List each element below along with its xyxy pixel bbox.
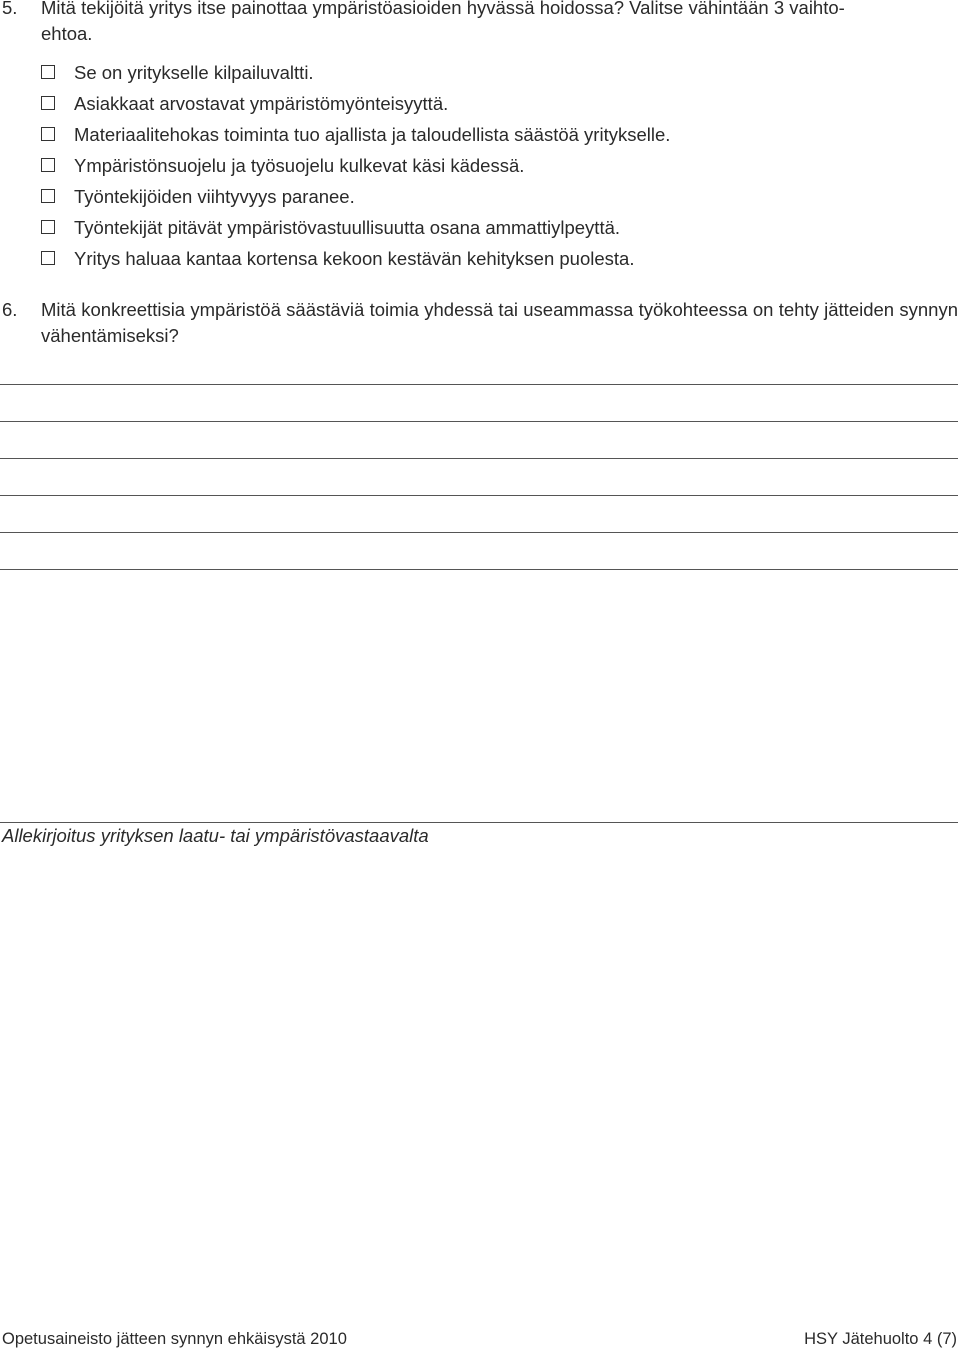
question-number: 6. bbox=[2, 299, 18, 320]
checkbox[interactable] bbox=[41, 251, 55, 265]
question-text-line-1: Mitä tekijöitä yritys itse painottaa ympäristöasioiden hyvässä hoidossa? Valitse vähintään 3 vaihto- bbox=[41, 0, 845, 18]
answer-line[interactable] bbox=[0, 532, 958, 533]
option-label: Työntekijöiden viihtyvyys paranee. bbox=[74, 186, 355, 207]
question-text: Mitä konkreettisia ympäristöä säästäviä toimia yhdessä tai useammassa työkohteessa on tehty jätteiden synnyn vähentämiseksi? bbox=[41, 299, 958, 346]
question-6 bbox=[0, 297, 958, 349]
question-number: 5. bbox=[2, 0, 18, 18]
option-label: Se on yritykselle kilpailuvaltti. bbox=[74, 62, 314, 83]
option-label: Materiaalitehokas toiminta tuo ajallista ja taloudellista säästöä yritykselle. bbox=[74, 124, 671, 145]
checkbox[interactable] bbox=[41, 127, 55, 141]
checkbox[interactable] bbox=[41, 189, 55, 203]
footer-page-number: HSY Jätehuolto 4 (7) bbox=[804, 1330, 957, 1348]
signature-label: Allekirjoitus yrityksen laatu- tai ympäristövastaavalta bbox=[2, 825, 429, 846]
checkbox[interactable] bbox=[41, 158, 55, 172]
footer-source: Opetusaineisto jätteen synnyn ehkäisystä 2010 bbox=[2, 1330, 347, 1348]
answer-line[interactable] bbox=[0, 569, 958, 570]
question-text bbox=[41, 0, 958, 47]
answer-line[interactable] bbox=[0, 384, 958, 385]
checkbox[interactable] bbox=[41, 65, 55, 79]
option-label: Ympäristönsuojelu ja työsuojelu kulkevat käsi kädessä. bbox=[74, 155, 525, 176]
checkbox[interactable] bbox=[41, 220, 55, 234]
checkbox[interactable] bbox=[41, 96, 55, 110]
answer-line[interactable] bbox=[0, 421, 958, 422]
answer-line[interactable] bbox=[0, 458, 958, 459]
option-label: Asiakkaat arvostavat ympäristömyönteisyyttä. bbox=[74, 93, 449, 114]
question-text-line-2: ehtoa. bbox=[41, 23, 93, 44]
question-5 bbox=[0, 0, 958, 47]
option-label: Yritys haluaa kantaa kortensa kekoon kestävän kehityksen puolesta. bbox=[74, 248, 635, 269]
option-label: Työntekijät pitävät ympäristövastuullisuutta osana ammattiylpeyttä. bbox=[74, 217, 621, 238]
answer-line[interactable] bbox=[0, 495, 958, 496]
